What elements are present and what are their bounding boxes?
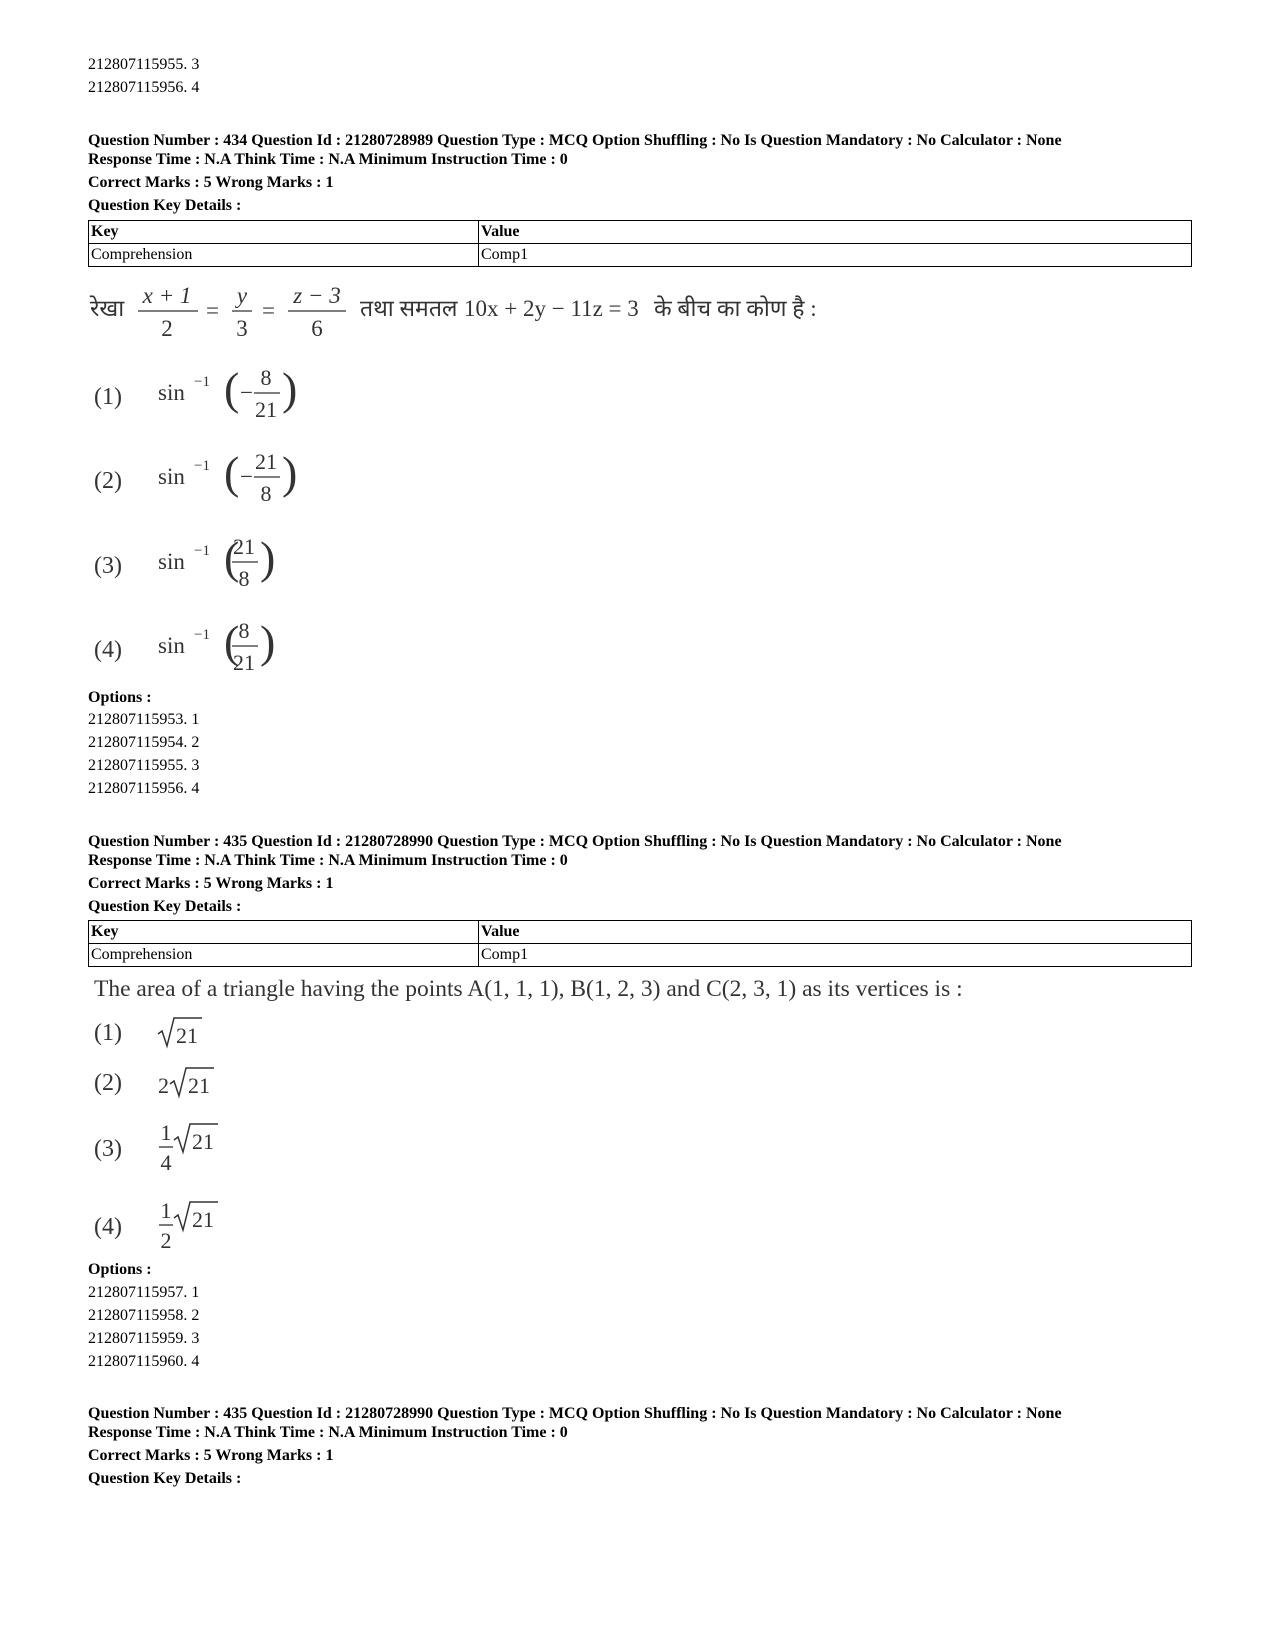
option-line: 212807115956. 4	[88, 780, 200, 797]
option-line: 212807115955. 3	[88, 757, 200, 774]
function-name: sin	[158, 633, 185, 658]
key-header: Key	[89, 221, 479, 244]
radicand: 21	[192, 1207, 214, 1232]
function-name: sin	[158, 549, 185, 574]
right-paren: )	[282, 363, 298, 414]
radicand: 21	[192, 1129, 214, 1154]
frac-numerator: 1	[160, 1198, 172, 1223]
choice-label: (4)	[94, 637, 122, 663]
stem-middle: तथा समतल	[360, 296, 458, 321]
equals-sign: =	[262, 298, 275, 323]
right-paren: )	[282, 447, 298, 498]
exponent: −1	[194, 458, 210, 474]
answer-choice	[94, 364, 354, 433]
options-label: Options :	[88, 689, 152, 706]
left-paren: (	[224, 363, 240, 414]
answer-choice	[94, 617, 354, 686]
answer-choice	[94, 533, 354, 602]
option-line: 212807115959. 3	[88, 1330, 200, 1347]
frac-denominator: 21	[233, 650, 255, 675]
frac-numerator: 21	[255, 449, 277, 474]
choice-math	[94, 617, 354, 679]
choice-math	[94, 1194, 294, 1256]
equals-sign: =	[206, 298, 219, 323]
frac-denominator: 2	[160, 1228, 172, 1253]
choice-math	[94, 1012, 294, 1056]
question-timing: Response Time : N.A Think Time : N.A Minimum Instruction Time : 0	[88, 151, 568, 168]
frac-numerator: 8	[238, 618, 250, 643]
choice-math	[94, 448, 354, 510]
choice-label: (4)	[94, 1214, 122, 1240]
option-line: 212807115960. 4	[88, 1353, 200, 1370]
radicand: 21	[176, 1023, 198, 1048]
frac-numerator: 1	[160, 1120, 172, 1145]
stem-prefix: रेखा	[90, 296, 125, 321]
answer-choice	[94, 448, 354, 517]
stem-math	[90, 282, 890, 344]
option-line: 212807115955. 3	[88, 56, 200, 73]
frac-numerator: z − 3	[293, 283, 341, 308]
answer-choice	[94, 1194, 294, 1263]
stem-suffix: के बीच का कोण है :	[654, 296, 817, 321]
key-value-table	[88, 220, 1192, 267]
value-header: Value	[479, 221, 1192, 244]
value-cell: Comp1	[479, 944, 1192, 967]
plane-equation: 10x + 2y − 11z = 3	[464, 296, 639, 321]
key-value-table	[88, 920, 1192, 967]
frac-denominator: 3	[236, 316, 248, 341]
answer-choice	[94, 1062, 294, 1113]
question-timing: Response Time : N.A Think Time : N.A Minimum Instruction Time : 0	[88, 1424, 568, 1441]
frac-numerator: y	[236, 283, 248, 308]
frac-numerator: x + 1	[142, 283, 192, 308]
left-paren: (	[224, 616, 240, 667]
left-paren: (	[224, 447, 240, 498]
question-marks: Correct Marks : 5 Wrong Marks : 1	[88, 174, 334, 191]
minus-sign: −	[240, 380, 253, 405]
option-line: 212807115953. 1	[88, 711, 200, 728]
frac-numerator: 8	[260, 365, 272, 390]
choice-math	[94, 1116, 294, 1178]
question-header: Question Number : 435 Question Id : 21280728990 Question Type : MCQ Option Shuffling : No Is Question Mandatory : No Calculator : None	[88, 1405, 1062, 1422]
choice-label: (3)	[94, 553, 122, 579]
key-header: Key	[89, 921, 479, 944]
frac-denominator: 4	[160, 1150, 172, 1175]
left-paren: (	[224, 532, 240, 583]
choice-math	[94, 533, 354, 595]
function-name: sin	[158, 380, 185, 405]
choice-math	[94, 1062, 294, 1106]
options-label: Options :	[88, 1261, 152, 1278]
choice-label: (2)	[94, 468, 122, 494]
right-paren: )	[260, 532, 276, 583]
question-timing: Response Time : N.A Think Time : N.A Minimum Instruction Time : 0	[88, 852, 568, 869]
key-cell: Comprehension	[89, 944, 479, 967]
frac-denominator: 21	[255, 397, 277, 422]
answer-choice	[94, 1012, 294, 1063]
question-stem: The area of a triangle having the points A(1, 1, 1), B(1, 2, 3) and C(2, 3, 1) as its vertices is :	[94, 976, 963, 1002]
table-header-row	[89, 921, 1192, 944]
option-line: 212807115954. 2	[88, 734, 200, 751]
frac-denominator: 8	[238, 566, 250, 591]
choice-label: (3)	[94, 1136, 122, 1162]
coefficient: 2	[158, 1073, 169, 1098]
choice-label: (1)	[94, 1020, 122, 1046]
minus-sign: −	[240, 464, 253, 489]
question-header: Question Number : 435 Question Id : 21280728990 Question Type : MCQ Option Shuffling : No Is Question Mandatory : No Calculator : None	[88, 833, 1062, 850]
key-details-label: Question Key Details :	[88, 197, 242, 214]
question-marks: Correct Marks : 5 Wrong Marks : 1	[88, 1447, 334, 1464]
table-row	[89, 244, 1192, 267]
frac-numerator: 21	[233, 534, 255, 559]
key-details-label: Question Key Details :	[88, 1470, 242, 1487]
value-header: Value	[479, 921, 1192, 944]
exponent: −1	[194, 627, 210, 643]
frac-denominator: 2	[161, 316, 173, 341]
frac-denominator: 6	[311, 316, 323, 341]
radicand: 21	[188, 1073, 210, 1098]
question-header: Question Number : 434 Question Id : 21280728989 Question Type : MCQ Option Shuffling : No Is Question Mandatory : No Calculator : None	[88, 132, 1062, 149]
choice-label: (1)	[94, 384, 122, 410]
choice-math	[94, 364, 354, 426]
frac-denominator: 8	[260, 481, 272, 506]
answer-choice	[94, 1116, 294, 1185]
choice-label: (2)	[94, 1070, 122, 1096]
key-cell: Comprehension	[89, 244, 479, 267]
key-details-label: Question Key Details :	[88, 898, 242, 915]
option-line: 212807115956. 4	[88, 79, 200, 96]
option-line: 212807115957. 1	[88, 1284, 200, 1301]
table-row	[89, 944, 1192, 967]
option-line: 212807115958. 2	[88, 1307, 200, 1324]
function-name: sin	[158, 464, 185, 489]
question-marks: Correct Marks : 5 Wrong Marks : 1	[88, 875, 334, 892]
value-cell: Comp1	[479, 244, 1192, 267]
table-header-row	[89, 221, 1192, 244]
question-stem	[90, 282, 890, 350]
right-paren: )	[260, 616, 276, 667]
exponent: −1	[194, 374, 210, 390]
exponent: −1	[194, 543, 210, 559]
